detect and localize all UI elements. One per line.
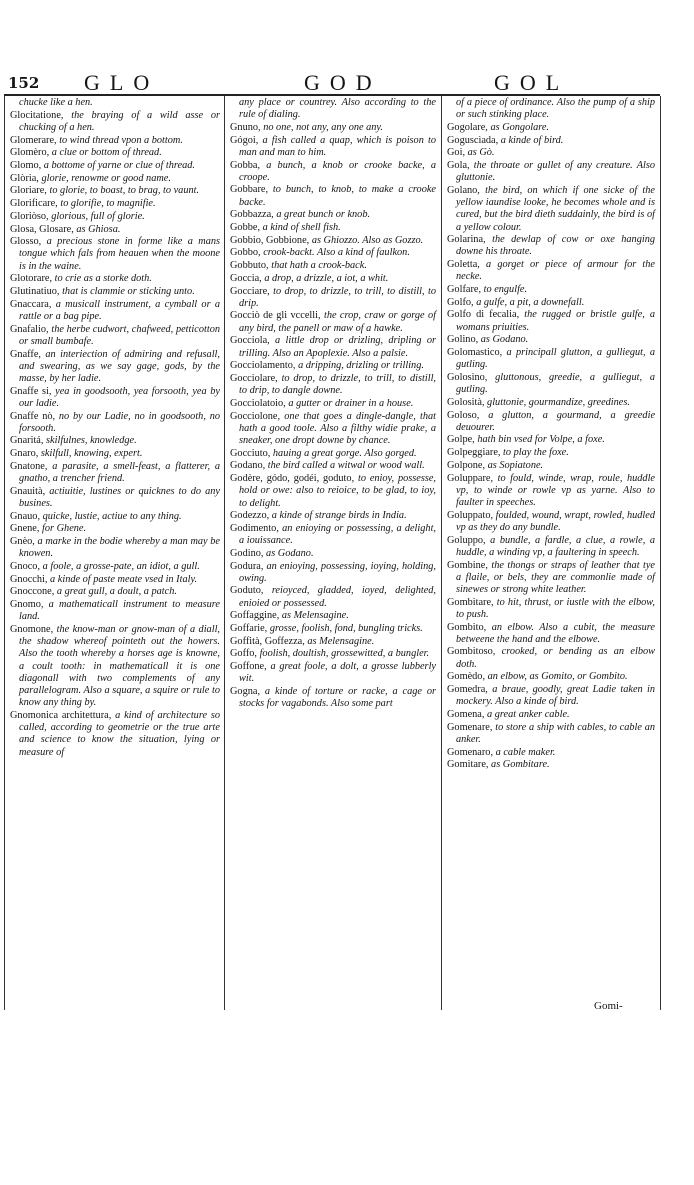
entry-headword: Gnaffe,	[10, 348, 41, 360]
entry-definition: to engulfe.	[483, 284, 528, 296]
entry-headword: Goi,	[447, 147, 466, 159]
dictionary-entry	[230, 648, 436, 660]
entry-definition: a drop, a drizzle, a iot, a whit.	[264, 272, 389, 284]
entry-headword: Glocitatione,	[10, 109, 64, 121]
entry-headword: Goluppato,	[447, 509, 494, 521]
dictionary-entry	[447, 671, 655, 683]
entry-headword: Glotorare,	[10, 273, 53, 285]
dictionary-entry	[10, 173, 220, 185]
dictionary-entry	[10, 536, 220, 560]
entry-definition: grosse, foolish, fond, bungling tricks.	[269, 623, 423, 635]
entry-definition: chucke like a hen.	[19, 97, 93, 108]
entry-headword: Gnomo,	[10, 599, 44, 611]
entry-headword: Gocciare,	[230, 285, 270, 297]
entry-definition: skilfull, knowing, expert.	[40, 448, 143, 460]
dictionary-entry	[230, 561, 436, 585]
entry-headword: Goguscìada,	[447, 134, 499, 146]
dictionary-entry	[230, 661, 436, 685]
column-3	[447, 97, 655, 772]
dictionary-entry	[447, 397, 655, 409]
dictionary-entry	[10, 324, 220, 348]
entry-definition: the dewlap of cow or oxe hanging downe his throate.	[456, 234, 655, 258]
entry-headword: Goffone,	[230, 661, 267, 673]
entry-definition: a kinde of paste meate vsed in Italy.	[50, 573, 198, 585]
entry-definition: to drop, to drizzle, to trill, to distill, to drip, to dangle downe.	[239, 372, 436, 397]
dictionary-entry	[230, 209, 436, 221]
entry-definition: a bottome of yarne or clue of thread.	[43, 160, 195, 172]
entry-definition: hath bin vsed for Volpe, a foxe.	[477, 434, 605, 446]
entry-definition: the bird, on which if one sicke of the yellow iaundise looke, he becomes whole and is cured, but the bird dieth suddainly, the bird is of a yellow colour.	[456, 184, 655, 233]
entry-headword: Gomena,	[447, 708, 485, 720]
entry-headword: Gocciola,	[230, 335, 270, 347]
dictionary-entry	[447, 347, 655, 371]
dictionary-entry	[10, 710, 220, 759]
entry-definition: the braying of a wild asse or chucking of a hen.	[19, 109, 220, 133]
entry-headword: Gnaccara,	[10, 298, 52, 310]
entry-headword: Glomo,	[10, 160, 42, 172]
entry-headword: Glomèro,	[10, 147, 50, 159]
entry-definition: the thongs or straps of leather that tye a flaile, or bels, they are commonlie made of sinewes or strong white leather.	[456, 559, 656, 595]
dictionary-entry	[230, 135, 436, 159]
entry-definition: glorious, full of glorie.	[51, 210, 145, 222]
entry-headword: Gnèo,	[10, 536, 35, 548]
entry-headword: Gocciolare,	[230, 372, 278, 384]
entry-definition: yea in goodsooth, yea forsooth, yea by our ladie.	[19, 385, 220, 409]
dictionary-entry	[447, 646, 655, 670]
entry-headword: Gnauo,	[10, 510, 41, 522]
entry-headword: Gombitare,	[447, 596, 494, 608]
entry-definition: no by our Ladie, no in goodsooth, no forsooth.	[19, 410, 221, 434]
dictionary-entry	[10, 448, 220, 460]
dictionary-entry	[230, 523, 436, 547]
entry-definition: reioyced, gladded, ioyed, delighted, enioied or possessed.	[239, 585, 436, 609]
entry-headword: Godimento,	[230, 522, 279, 534]
entry-headword: Gocciuto,	[230, 447, 271, 459]
entry-definition: a bunch, a knob or crooke backe, a croope.	[239, 159, 437, 183]
entry-definition: an interiection of admiring and refusall, and swearing, as we say gage, gods, by the masse, by her ladie.	[19, 348, 220, 384]
entry-definition: as Gombitare.	[491, 759, 550, 771]
entry-definition: hauing a great gorge. Also gorged.	[272, 447, 417, 459]
entry-definition: a dripping, drizling or trilling.	[298, 360, 424, 372]
entry-definition: to bunch, to knob, to make a crooke backe.	[239, 184, 436, 208]
entry-definition: a fish called a quap, which is poison to man and man to him.	[239, 134, 436, 158]
entry-headword: Gnatone,	[10, 460, 48, 472]
dictionary-entry	[447, 410, 655, 434]
dictionary-entry	[230, 260, 436, 272]
entry-definition: crooked, or bending as an elbow doth.	[456, 646, 655, 670]
entry-definition: to crie as a storke doth.	[54, 273, 152, 285]
column-2	[230, 97, 436, 711]
entry-definition: glorie, renowme or good name.	[41, 172, 171, 184]
entry-headword: Golfo,	[447, 296, 474, 308]
entry-headword: Gnaffe nò,	[10, 410, 56, 422]
entry-definition: to glorie, to boast, to brag, to vaunt.	[49, 185, 200, 197]
entry-definition: to enioy, possesse, hold or owe: also to reioice, to be glad, to ioy, to delight.	[239, 473, 436, 509]
entry-definition: to drop, to drizzle, to trill, to distill, to drip.	[239, 285, 436, 309]
entry-definition: as Godano.	[266, 547, 314, 559]
dictionary-entry	[447, 372, 655, 396]
entry-headword: Gobbare,	[230, 184, 269, 196]
dictionary-entry	[447, 334, 655, 346]
entry-definition: as Melensagine.	[281, 610, 349, 622]
dictionary-entry	[10, 586, 220, 598]
entry-definition: as Godano.	[480, 334, 529, 346]
dictionary-entry	[10, 147, 220, 159]
entry-headword: Gobbe,	[230, 222, 261, 234]
catchword: Gomi-	[594, 1000, 623, 1012]
entry-definition: as Ghiozzo. Also as Gozzo.	[311, 234, 424, 246]
entry-headword: Gógoi,	[230, 134, 259, 146]
entry-definition: a gutter or drainer in a house.	[288, 397, 414, 409]
entry-headword: Golpe,	[447, 434, 475, 446]
dictionary-entry	[10, 349, 220, 386]
dictionary-entry	[447, 473, 655, 510]
dictionary-entry	[10, 236, 220, 273]
entry-definition: one that goes a dingle-dangle, that hath a good toole. Also a filthy widie prake, a sneaker, one dropt downe by chance.	[239, 410, 436, 446]
header-rule	[4, 94, 660, 96]
dictionary-entry	[447, 684, 655, 708]
entry-definition: a principall glutton, a gulliegut, a gutling.	[456, 347, 655, 371]
entry-definition: a glutton, a gourmand, a greedie deuourer.	[456, 409, 656, 433]
dictionary-entry	[10, 198, 220, 210]
dictionary-entry	[230, 286, 436, 310]
entry-definition: a great foole, a dolt, a grosse lubberly wit.	[239, 661, 436, 685]
dictionary-entry	[447, 460, 655, 472]
entry-definition: a clue or bottom of thread.	[51, 147, 162, 159]
entry-definition: a little drop or drizling, dripling or trilling. Also an Apoplexie. Also a palsie.	[239, 335, 436, 359]
entry-headword: Golfo di fecalia,	[447, 309, 520, 321]
entry-definition: an enioying, possessing, ioying, holding, owing.	[239, 560, 436, 584]
dictionary-entry	[10, 211, 220, 223]
entry-definition: to play the foxe.	[503, 447, 569, 459]
entry-definition: as Sopiatone.	[487, 459, 544, 471]
entry-definition: to fould, winde, wrap, roule, huddle vp, to winde or rowle vp as yarne. Also to faulter in speeches.	[456, 472, 655, 508]
entry-headword: Golosino,	[447, 371, 488, 383]
entry-definition: a mathematicall instrument to measure land.	[19, 599, 221, 623]
entry-headword: Gocciolatoio,	[230, 397, 286, 409]
entry-definition: an elbow, as Gomito, or Gombito.	[487, 671, 628, 683]
dictionary-entry	[10, 299, 220, 323]
entry-headword: Glòria,	[10, 172, 39, 184]
dictionary-entry	[447, 259, 655, 283]
dictionary-entry	[230, 247, 436, 259]
entry-headword: Gola,	[447, 160, 470, 172]
entry-definition: the throate or gullet of any creature. Also gluttonie.	[456, 160, 655, 184]
entry-headword: Gobba,	[230, 159, 261, 171]
dictionary-entry	[447, 622, 655, 646]
dictionary-entry	[10, 97, 220, 109]
entry-headword: Godino,	[230, 547, 264, 559]
entry-headword: Gnomone,	[10, 624, 54, 636]
entry-headword: Gomitare,	[447, 759, 489, 771]
entry-headword: Gocciò de gli vccelli,	[230, 310, 321, 322]
entry-headword: Goffarie,	[230, 623, 268, 635]
dictionary-entry	[447, 135, 655, 147]
entry-headword: Glosso,	[10, 236, 42, 248]
dictionary-entry	[230, 623, 436, 635]
entry-definition: a kind of shell fish.	[262, 222, 341, 234]
entry-headword: Glorificare,	[10, 198, 58, 210]
dictionary-entry	[230, 160, 436, 184]
entry-headword: Glomerare,	[10, 134, 57, 146]
dictionary-entry	[10, 411, 220, 435]
entry-definition: an elbow. Also a cubit, the measure betweene the hand and the elbowe.	[456, 621, 655, 645]
entry-definition: skilfulnes, knowledge.	[46, 435, 137, 447]
entry-headword: Gnocchi,	[10, 573, 48, 585]
dictionary-entry	[10, 224, 220, 236]
entry-headword: Golpeggiare,	[447, 447, 501, 459]
entry-definition: a marke in the bodie whereby a man may be knowen.	[19, 536, 220, 560]
entry-definition: to hit, thrust, or iustle with the elbow, to push.	[456, 596, 655, 620]
entry-headword: Gogna,	[230, 686, 261, 698]
entry-headword: Gnuno,	[230, 121, 261, 133]
entry-headword: Gomenaro,	[447, 746, 494, 758]
dictionary-entry	[447, 722, 655, 746]
entry-headword: Gnafalio,	[10, 323, 49, 335]
dictionary-entry	[447, 185, 655, 234]
entry-definition: no one, not any, any one any.	[263, 121, 384, 133]
entry-definition: as Gò.	[467, 147, 495, 159]
entry-headword: Gnaffe si,	[10, 385, 52, 397]
entry-headword: Goletta,	[447, 259, 480, 271]
entry-definition: a musicall instrument, a cymball or a rattle or a bag pipe.	[19, 298, 220, 322]
dictionary-entry	[447, 560, 655, 597]
entry-definition: a kinde of strange birds in India.	[271, 510, 407, 522]
entry-definition: the crop, craw or gorge of any bird, the panell or maw of a hawke.	[239, 310, 437, 334]
entry-definition: a gorget or piece of armour for the necke.	[456, 259, 656, 283]
entry-definition: for Ghene.	[42, 523, 87, 535]
dictionary-entry	[447, 447, 655, 459]
entry-headword: Gombitoso,	[447, 646, 496, 658]
entry-headword: Gloriòso,	[10, 210, 49, 222]
entry-definition: an enioying or possessing, a delight, a iouissance.	[239, 522, 437, 547]
dictionary-entry	[230, 548, 436, 560]
entry-definition: to wind thread vpon a bottom.	[59, 134, 183, 146]
dictionary-entry	[230, 273, 436, 285]
entry-definition: foolish, doultish, grossewitted, a bungler.	[259, 648, 430, 660]
dictionary-entry	[10, 273, 220, 285]
entry-definition: the rugged or bristle gulfe, a womans priuities.	[456, 309, 656, 333]
column-rule-right	[660, 96, 661, 1010]
entry-definition: quicke, lustie, actiue to any thing.	[42, 510, 182, 522]
dictionary-entry	[230, 610, 436, 622]
entry-headword: Gogolare,	[447, 121, 488, 133]
column-1	[10, 97, 220, 759]
dictionary-entry	[230, 360, 436, 372]
entry-definition: that hath a crook-back.	[271, 260, 367, 272]
entry-headword: Gomèdo,	[447, 671, 486, 683]
dictionary-entry	[447, 297, 655, 309]
entry-headword: Gnoco,	[10, 561, 41, 573]
entry-definition: any place or countrey. Also according to the rule of dialing.	[239, 97, 436, 121]
entry-headword: Gnomonica architettura,	[10, 709, 112, 721]
dictionary-entry	[447, 309, 655, 333]
dictionary-entry	[10, 461, 220, 485]
entry-headword: Goluppare,	[447, 472, 494, 484]
dictionary-entry	[10, 486, 220, 510]
dictionary-entry	[10, 386, 220, 410]
entry-headword: Goffità, Goffezza,	[230, 635, 305, 647]
entry-headword: Golino,	[447, 334, 479, 346]
dictionary-entry	[10, 160, 220, 172]
entry-headword: Godura,	[230, 560, 264, 572]
entry-definition: a kind of architecture so called, according to geometrie or the true arte and science to know the situation, lying or measure of	[19, 709, 220, 758]
entry-definition: crook-backt. Also a kind of faulkon.	[263, 247, 410, 259]
entry-headword: Golosità,	[447, 396, 485, 408]
dictionary-entry	[10, 435, 220, 447]
dictionary-entry	[10, 523, 220, 535]
entry-headword: Gobbazza,	[230, 209, 274, 221]
entry-headword: Glosa, Glosare,	[10, 223, 74, 235]
entry-headword: Gnene,	[10, 523, 40, 535]
entry-headword: Godezzo,	[230, 510, 270, 522]
entry-headword: Golomastico,	[447, 347, 503, 359]
entry-definition: a parasite, a smell-feast, a flatterer, a gnatho, a trencher friend.	[19, 460, 220, 485]
entry-headword: Golarina,	[447, 234, 486, 246]
entry-headword: Golpone,	[447, 459, 486, 471]
dictionary-entry	[10, 110, 220, 134]
dictionary-entry	[230, 473, 436, 510]
dictionary-entry	[230, 636, 436, 648]
dictionary-entry	[10, 286, 220, 298]
page-number: 152	[8, 74, 40, 92]
entry-definition: gluttonie, gourmandize, greedines.	[487, 396, 630, 408]
entry-headword: Gnoccone,	[10, 586, 55, 598]
entry-headword: Godano,	[230, 460, 266, 472]
entry-definition: the herbe cudwort, chafweed, petticotton or small bumbafe.	[19, 323, 220, 347]
dictionary-entry	[447, 147, 655, 159]
entry-headword: Gombine,	[447, 559, 488, 571]
entry-definition: foulded, wound, wrapt, rowled, hudled vp as they do any bundle.	[456, 509, 655, 533]
dictionary-entry	[447, 234, 655, 258]
entry-definition: the bird called a witwal or wood wall.	[267, 460, 425, 472]
dictionary-entry	[447, 122, 655, 134]
entry-headword: Gocciolamento,	[230, 360, 296, 372]
dictionary-entry	[10, 624, 220, 709]
entry-definition: a kinde of torture or racke, a cage or stocks for vagabonds. Also some part	[239, 686, 437, 710]
entry-headword: Godère, gódo, godéi, goduto,	[230, 473, 355, 485]
dictionary-entry	[10, 135, 220, 147]
dictionary-entry	[230, 122, 436, 134]
dictionary-entry	[230, 97, 436, 121]
entry-headword: Gobbuto,	[230, 260, 269, 272]
entry-headword: Gloriare,	[10, 185, 47, 197]
entry-definition: as Ghiosa.	[76, 223, 121, 235]
header-center: GOD	[304, 70, 382, 95]
entry-definition: of a piece of ordinance. Also the pump of a ship or such stinking place.	[456, 97, 655, 121]
entry-definition: a kinde of bird.	[500, 134, 564, 146]
dictionary-entry	[447, 160, 655, 184]
entry-definition: as Gongolare.	[490, 121, 550, 133]
dictionary-entry	[447, 759, 655, 771]
dictionary-entry	[10, 599, 220, 623]
dictionary-entry	[447, 535, 655, 559]
dictionary-entry	[230, 310, 436, 334]
entry-definition: the know-man or gnow-man of a diall, the shadow whereof pointeth out the howers. Also the tooth whereby a horses age is knowne, a coult tooth: in mathematicall it is one diagonall with two complements of any parallelogram. Also a square, a squire or rule to know any thing by.	[19, 624, 221, 709]
dictionary-entry	[230, 373, 436, 397]
entry-headword: Goffo,	[230, 648, 257, 660]
entry-headword: Gnauità,	[10, 485, 46, 497]
dictionary-entry	[230, 222, 436, 234]
entry-headword: Golano,	[447, 184, 480, 196]
entry-definition: actiuitie, lustines or quicknes to do any busines.	[19, 485, 221, 509]
dictionary-entry	[10, 574, 220, 586]
dictionary-entry	[447, 284, 655, 296]
entry-headword: Gnaritá,	[10, 435, 44, 447]
entry-headword: Gomenare,	[447, 721, 493, 733]
column-rule-1	[224, 96, 225, 1010]
entry-headword: Goloso,	[447, 409, 480, 421]
dictionary-entry	[230, 335, 436, 359]
dictionary-entry	[230, 510, 436, 522]
entry-definition: to store a ship with cables, to cable an anker.	[456, 721, 656, 745]
entry-definition: a foole, a grosse-pate, an idiot, a gull.	[42, 561, 200, 573]
dictionary-entry	[447, 747, 655, 759]
dictionary-entry	[10, 185, 220, 197]
entry-definition: to glorifie, to magnifie.	[60, 198, 156, 210]
dictionary-entry	[447, 709, 655, 721]
entry-definition: a cable maker.	[495, 746, 556, 758]
entry-headword: Glutinatiuo,	[10, 286, 60, 298]
dictionary-entry	[447, 510, 655, 534]
dictionary-entry	[230, 686, 436, 710]
entry-definition: a great gull, a doult, a patch.	[56, 586, 177, 598]
entry-headword: Goccia,	[230, 272, 262, 284]
dictionary-entry	[230, 585, 436, 609]
header-right: GOL	[494, 70, 570, 95]
column-rule-2	[441, 96, 442, 1010]
dictionary-entry	[230, 398, 436, 410]
entry-definition: a precious stone in forme like a mans tongue which fals from heauen when the moone is in the waine.	[19, 236, 221, 272]
column-rule-left	[4, 96, 5, 1010]
dictionary-entry	[447, 97, 655, 121]
entry-headword: Gobbo,	[230, 247, 261, 259]
entry-headword: Golfare,	[447, 284, 482, 296]
dictionary-entry	[230, 184, 436, 208]
dictionary-entry	[10, 561, 220, 573]
entry-headword: Gomedra,	[447, 684, 488, 696]
entry-headword: Goduto,	[230, 585, 264, 597]
entry-definition: a braue, goodly, great Ladie taken in mockery. Also a kinde of bird.	[456, 684, 656, 708]
dictionary-entry	[447, 434, 655, 446]
dictionary-entry	[447, 597, 655, 621]
entry-definition: a great anker cable.	[487, 708, 570, 720]
dictionary-entry	[230, 448, 436, 460]
entry-headword: Gobbio, Gobbione,	[230, 234, 310, 246]
entry-headword: Gnaro,	[10, 448, 39, 460]
dictionary-entry	[230, 460, 436, 472]
dictionary-entry	[10, 511, 220, 523]
entry-headword: Gocciolone,	[230, 410, 281, 422]
entry-definition: gluttonous, greedie, a gulliegut, a gutling.	[456, 371, 655, 396]
entry-headword: Goffaggine,	[230, 610, 280, 622]
entry-definition: a bundle, a fardle, a clue, a rowle, a huddle, a winding vp, a faultering in speech.	[456, 534, 656, 558]
entry-definition: a gulfe, a pit, a downefall.	[476, 296, 585, 308]
dictionary-entry	[230, 235, 436, 247]
entry-headword: Gombito,	[447, 621, 487, 633]
entry-definition: as Melensagine.	[307, 635, 375, 647]
entry-headword: Goluppo,	[447, 534, 486, 546]
header-left: GLO	[84, 70, 160, 95]
dictionary-entry	[230, 411, 436, 448]
entry-definition: that is clammie or sticking unto.	[62, 286, 195, 298]
entry-definition: a great bunch or knob.	[276, 209, 371, 221]
